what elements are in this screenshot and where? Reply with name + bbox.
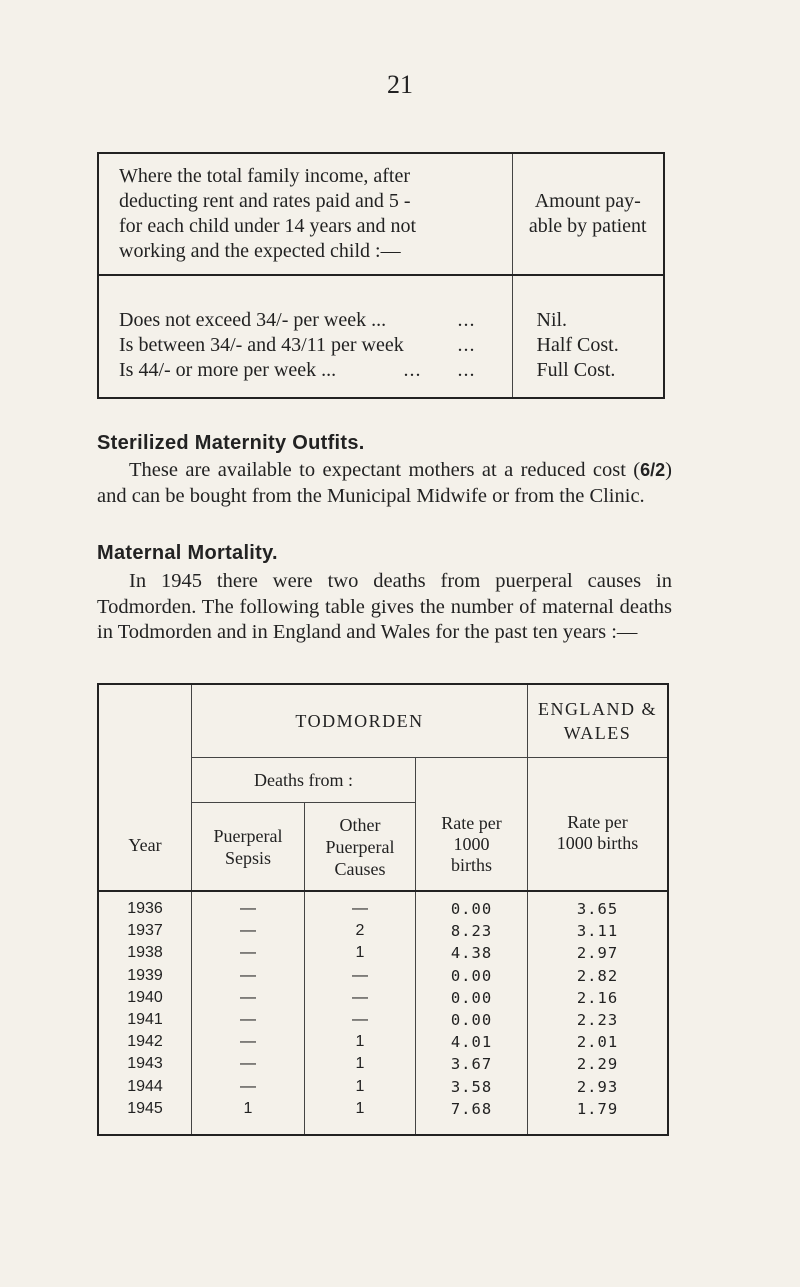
income-row: Is between 34/- and 43/11 per week ...	[119, 334, 476, 356]
year-cell: 1943	[98, 1053, 192, 1075]
sepsis-cell: —	[192, 965, 305, 987]
sepsis-cell: —	[192, 942, 305, 964]
england-rate-cell: 2.29	[528, 1053, 669, 1075]
deaths-from-header: Deaths from :	[192, 758, 416, 803]
todmorden-rate-cell: 0.00	[416, 965, 528, 987]
outfits-paragraph: These are available to expectant mothers at a reduced cost (6/2) and can be bought from the Municipal Midwife or from the Clinic.	[97, 459, 672, 507]
todmorden-rate-cell: 7.68	[416, 1098, 528, 1135]
other-causes-cell: 2	[305, 920, 416, 942]
todmorden-rate-cell: 0.00	[416, 987, 528, 1009]
sepsis-cell: —	[192, 891, 305, 920]
income-conditions	[98, 275, 512, 398]
year-cell: 1944	[98, 1076, 192, 1098]
todmorden-rate-cell: 4.38	[416, 942, 528, 964]
todmorden-rate-cell: 4.01	[416, 1031, 528, 1053]
table-row	[98, 1098, 668, 1135]
other-causes-cell: 1	[305, 1031, 416, 1053]
income-header-right: Amount pay- able by patient	[512, 153, 664, 275]
income-amounts	[512, 275, 664, 398]
sepsis-cell: —	[192, 1076, 305, 1098]
other-puerperal-header: Other Puerperal Causes	[305, 803, 416, 892]
england-rate-header: Rate per 1000 births	[528, 758, 669, 892]
income-row: Does not exceed 34/- per week ... ...	[119, 309, 476, 331]
year-cell: 1942	[98, 1031, 192, 1053]
todmorden-rate-cell: 0.00	[416, 891, 528, 920]
year-cell: 1939	[98, 965, 192, 987]
table-row	[98, 1076, 668, 1098]
mortality-heading: Maternal Mortality.	[97, 542, 278, 564]
england-rate-cell: 2.16	[528, 987, 669, 1009]
sepsis-cell: —	[192, 1009, 305, 1031]
income-contribution-table	[97, 152, 665, 399]
mortality-paragraph: In 1945 there were two deaths from puerperal causes in Todmorden. The following table gives the number of maternal deaths in Todmorden and in England and Wales for the past ten years :—	[97, 570, 672, 643]
todmorden-rate-cell: 3.67	[416, 1053, 528, 1075]
england-rate-cell: 1.79	[528, 1098, 669, 1135]
outfit-price: 6/2	[640, 460, 666, 480]
income-header-left: Where the total family income, after deducting rent and rates paid and 5 - for each child under 14 years and not working and the expected child :—	[98, 153, 512, 275]
other-causes-cell: 1	[305, 942, 416, 964]
other-causes-cell: —	[305, 891, 416, 920]
table-row	[98, 987, 668, 1009]
table-row	[98, 920, 668, 942]
table-row	[98, 965, 668, 987]
amount-value: Half Cost.	[536, 334, 619, 356]
page-number: 21	[387, 70, 413, 99]
amount-value: Nil.	[536, 309, 568, 331]
other-causes-cell: —	[305, 965, 416, 987]
table-row	[98, 1031, 668, 1053]
year-cell: 1936	[98, 891, 192, 920]
other-causes-cell: 1	[305, 1098, 416, 1135]
todmorden-rate-cell: 3.58	[416, 1076, 528, 1098]
year-cell: 1945	[98, 1098, 192, 1135]
other-causes-cell: —	[305, 1009, 416, 1031]
other-causes-cell: —	[305, 987, 416, 1009]
year-cell: 1941	[98, 1009, 192, 1031]
sepsis-cell: 1	[192, 1098, 305, 1135]
england-rate-cell: 3.65	[528, 891, 669, 920]
england-rate-cell: 2.93	[528, 1076, 669, 1098]
table-row	[98, 942, 668, 964]
england-rate-cell: 2.82	[528, 965, 669, 987]
todmorden-rate-cell: 0.00	[416, 1009, 528, 1031]
maternal-mortality-table	[97, 683, 669, 1136]
year-cell: 1940	[98, 987, 192, 1009]
sepsis-cell: —	[192, 1053, 305, 1075]
year-header: Year	[98, 684, 192, 891]
sepsis-cell: —	[192, 987, 305, 1009]
todmorden-rate-cell: 8.23	[416, 920, 528, 942]
england-rate-cell: 3.11	[528, 920, 669, 942]
sepsis-cell: —	[192, 1031, 305, 1053]
table-row	[98, 1053, 668, 1075]
england-wales-group-header: ENGLAND & WALES	[528, 684, 669, 758]
puerperal-sepsis-header: Puerperal Sepsis	[192, 803, 305, 892]
england-rate-cell: 2.23	[528, 1009, 669, 1031]
income-row: Is 44/- or more per week ... ... ...	[119, 359, 476, 381]
other-causes-cell: 1	[305, 1053, 416, 1075]
todmorden-rate-header: Rate per 1000 births	[416, 758, 528, 892]
todmorden-group-header: TODMORDEN	[192, 684, 528, 758]
sepsis-cell: —	[192, 920, 305, 942]
amount-value: Full Cost.	[536, 359, 616, 381]
year-cell: 1937	[98, 920, 192, 942]
england-rate-cell: 2.01	[528, 1031, 669, 1053]
table-row	[98, 1009, 668, 1031]
outfits-heading: Sterilized Maternity Outfits.	[97, 432, 365, 454]
england-rate-cell: 2.97	[528, 942, 669, 964]
table-row	[98, 891, 668, 920]
other-causes-cell: 1	[305, 1076, 416, 1098]
year-cell: 1938	[98, 942, 192, 964]
